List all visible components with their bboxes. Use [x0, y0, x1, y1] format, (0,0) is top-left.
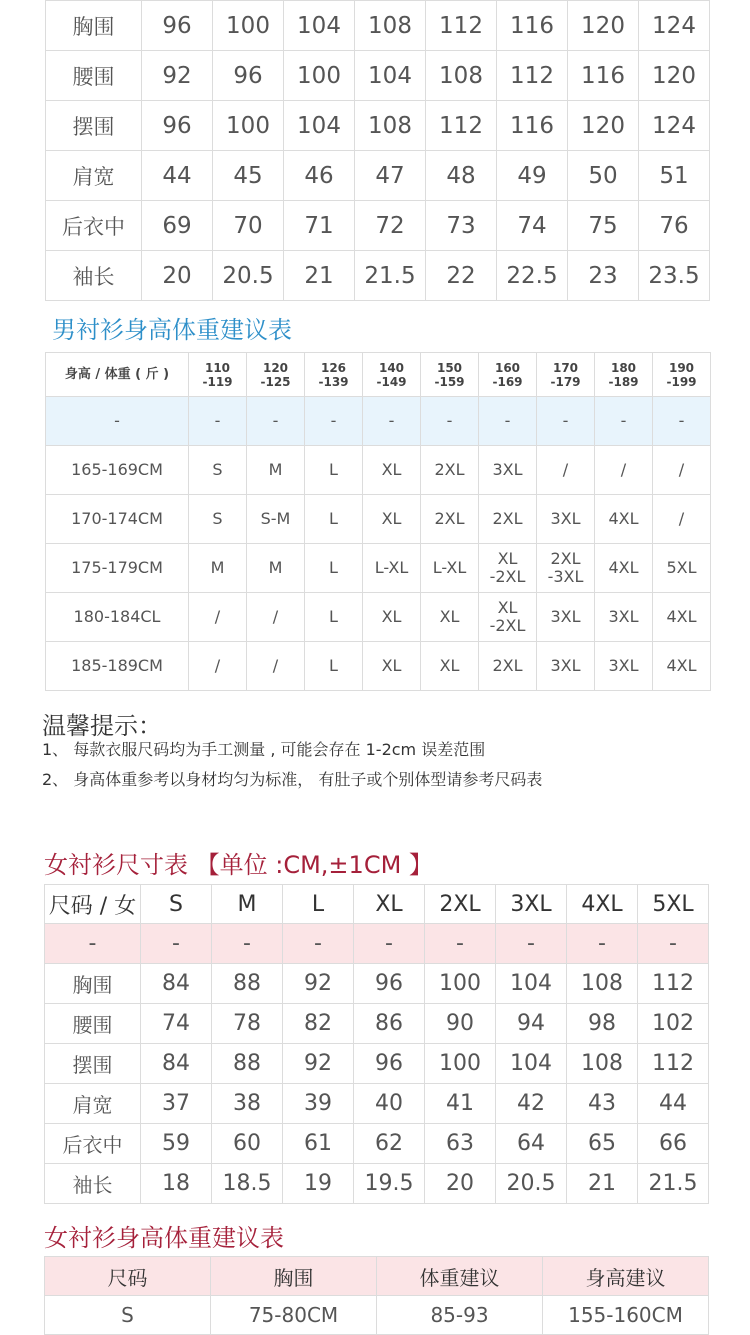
table-cell: S [45, 1296, 211, 1335]
dash-cell: - [537, 397, 595, 446]
table-cell: 23.5 [639, 251, 710, 301]
table-cell: 39 [283, 1084, 354, 1124]
table-cell: 112 [638, 964, 709, 1004]
dash-cell: - [363, 397, 421, 446]
size-cell: 5XL [653, 544, 711, 593]
dash-cell: - [189, 397, 247, 446]
table-cell: 37 [141, 1084, 212, 1124]
corner-header: 尺码 / 女 [45, 885, 141, 924]
table-cell: 73 [426, 201, 497, 251]
size-cell: 4XL [595, 495, 653, 544]
size-cell: 3XL [537, 495, 595, 544]
tip-item: 1、 每款衣服尺码均为手工测量 , 可能会存在 1-2cm 误差范围 [42, 740, 486, 759]
table-cell: 104 [496, 964, 567, 1004]
dash-cell: - [212, 924, 283, 964]
size-cell: / [595, 446, 653, 495]
dash-cell: - [141, 924, 212, 964]
column-header: 体重建议 [377, 1257, 543, 1296]
dash-cell: - [479, 397, 537, 446]
row-label: 肩宽 [45, 1084, 141, 1124]
height-label: 185-189CM [46, 642, 189, 691]
height-label: 175-179CM [46, 544, 189, 593]
table-row [46, 495, 711, 544]
dash-cell: - [567, 924, 638, 964]
table-cell: 124 [639, 1, 710, 51]
table-cell: 18 [141, 1164, 212, 1204]
table-cell: 112 [497, 51, 568, 101]
row-label: 袖长 [45, 1164, 141, 1204]
table-cell: 100 [284, 51, 355, 101]
table-cell: 61 [283, 1124, 354, 1164]
weight-header: 140 -149 [363, 353, 421, 397]
table-row [45, 1164, 709, 1204]
size-cell: XL [363, 446, 421, 495]
table-row [45, 1044, 709, 1084]
table-cell: 51 [639, 151, 710, 201]
size-cell: L-XL [363, 544, 421, 593]
size-header: 2XL [425, 885, 496, 924]
table-cell: 44 [638, 1084, 709, 1124]
table-cell: 100 [425, 1044, 496, 1084]
table-cell: 120 [568, 101, 639, 151]
table-cell: 74 [141, 1004, 212, 1044]
table-cell: 112 [638, 1044, 709, 1084]
size-header: M [212, 885, 283, 924]
dash-cell: - [421, 397, 479, 446]
table-cell: 90 [425, 1004, 496, 1044]
table-cell: 116 [497, 101, 568, 151]
column-header: 身高建议 [543, 1257, 709, 1296]
size-cell: 2XL [421, 446, 479, 495]
height-label: 170-174CM [46, 495, 189, 544]
dash-cell: - [595, 397, 653, 446]
table-cell: 19 [283, 1164, 354, 1204]
row-label: 后衣中 [45, 1124, 141, 1164]
dash-cell: - [46, 397, 189, 446]
weight-header: 120 -125 [247, 353, 305, 397]
size-cell: 4XL [653, 642, 711, 691]
row-label: 腰围 [46, 51, 142, 101]
table-cell: 22 [426, 251, 497, 301]
size-cell: L [305, 544, 363, 593]
men-hw-table [45, 352, 711, 691]
table-cell: 100 [213, 1, 284, 51]
table-cell: 92 [142, 51, 213, 101]
women-hw-title: 女衬衫身高体重建议表 [44, 1224, 284, 1252]
size-cell: / [189, 593, 247, 642]
women-hw-table [44, 1256, 709, 1335]
table-cell: 75 [568, 201, 639, 251]
table-cell: 22.5 [497, 251, 568, 301]
dash-cell: - [354, 924, 425, 964]
table-cell: 102 [638, 1004, 709, 1044]
table-cell: 49 [497, 151, 568, 201]
size-cell: 4XL [595, 544, 653, 593]
table-cell: 72 [355, 201, 426, 251]
table-cell: 42 [496, 1084, 567, 1124]
size-cell: L [305, 446, 363, 495]
dash-cell: - [247, 397, 305, 446]
table-cell: 100 [213, 101, 284, 151]
table-cell: 104 [496, 1044, 567, 1084]
row-label: 摆围 [45, 1044, 141, 1084]
table-cell: 21.5 [638, 1164, 709, 1204]
weight-header: 180 -189 [595, 353, 653, 397]
table-row [46, 51, 710, 101]
weight-header: 170 -179 [537, 353, 595, 397]
tip-item: 2、 身高体重参考以身材均匀为标准， 有肚子或个别体型请参考尺码表 [42, 770, 543, 789]
men-size-table [45, 0, 710, 301]
dash-cell: - [425, 924, 496, 964]
size-cell: 3XL [479, 446, 537, 495]
size-cell: / [653, 446, 711, 495]
women-size-table [44, 884, 709, 1204]
table-cell: 20.5 [213, 251, 284, 301]
table-cell: 21 [284, 251, 355, 301]
dash-cell: - [305, 397, 363, 446]
table-cell: 46 [284, 151, 355, 201]
table-cell: 20.5 [496, 1164, 567, 1204]
table-cell: 41 [425, 1084, 496, 1124]
table-cell: 71 [284, 201, 355, 251]
table-row [46, 593, 711, 642]
table-cell: 19.5 [354, 1164, 425, 1204]
table-cell: 20 [425, 1164, 496, 1204]
table-cell: 108 [567, 964, 638, 1004]
table-cell: 44 [142, 151, 213, 201]
table-cell: 96 [354, 964, 425, 1004]
column-header: 胸围 [211, 1257, 377, 1296]
table-row [45, 1296, 709, 1335]
table-cell: 59 [141, 1124, 212, 1164]
table-cell: 112 [426, 1, 497, 51]
table-cell: 96 [142, 101, 213, 151]
corner-header: 身高 / 体重 ( 斤 ) [46, 353, 189, 397]
men-hw-title: 男衬衫身高体重建议表 [52, 316, 292, 344]
table-cell: 94 [496, 1004, 567, 1044]
dash-cell: - [496, 924, 567, 964]
size-cell: L-XL [421, 544, 479, 593]
table-row [46, 446, 711, 495]
table-cell: 40 [354, 1084, 425, 1124]
size-cell: XL [421, 593, 479, 642]
size-cell: 2XL [479, 642, 537, 691]
row-label: 袖长 [46, 251, 142, 301]
size-cell: 3XL [595, 642, 653, 691]
height-label: 165-169CM [46, 446, 189, 495]
table-cell: 43 [567, 1084, 638, 1124]
table-row [45, 1004, 709, 1044]
size-cell: S [189, 446, 247, 495]
size-cell: 2XL [479, 495, 537, 544]
table-row [46, 101, 710, 151]
dash-cell: - [45, 924, 141, 964]
table-cell: 60 [212, 1124, 283, 1164]
table-cell: 69 [142, 201, 213, 251]
size-cell: S-M [247, 495, 305, 544]
size-cell: 3XL [537, 642, 595, 691]
table-cell: 62 [354, 1124, 425, 1164]
women-size-title: 女衬衫尺寸表 【单位 :CM,±1CM 】 [44, 851, 433, 879]
table-cell: 23 [568, 251, 639, 301]
table-cell: 96 [142, 1, 213, 51]
table-cell: 104 [355, 51, 426, 101]
height-label: 180-184CL [46, 593, 189, 642]
weight-header: 110 -119 [189, 353, 247, 397]
table-row [46, 251, 710, 301]
size-cell: / [247, 642, 305, 691]
table-cell: 116 [497, 1, 568, 51]
row-label: 胸围 [46, 1, 142, 51]
weight-header: 160 -169 [479, 353, 537, 397]
table-cell: 86 [354, 1004, 425, 1044]
table-cell: 21 [567, 1164, 638, 1204]
table-cell: 96 [354, 1044, 425, 1084]
table-cell: 18.5 [212, 1164, 283, 1204]
table-cell: 78 [212, 1004, 283, 1044]
size-cell: 2XL [421, 495, 479, 544]
table-row [45, 1084, 709, 1124]
size-cell: XL [363, 593, 421, 642]
weight-header: 190 -199 [653, 353, 711, 397]
table-cell: 116 [568, 51, 639, 101]
table-cell: 108 [355, 101, 426, 151]
table-cell: 84 [141, 964, 212, 1004]
size-cell: 3XL [537, 593, 595, 642]
table-cell: 92 [283, 964, 354, 1004]
table-cell: 45 [213, 151, 284, 201]
table-cell: 20 [142, 251, 213, 301]
row-label: 腰围 [45, 1004, 141, 1044]
table-cell: 155-160CM [543, 1296, 709, 1335]
size-header: 4XL [567, 885, 638, 924]
column-header: 尺码 [45, 1257, 211, 1296]
size-cell: XL -2XL [479, 593, 537, 642]
table-cell: 47 [355, 151, 426, 201]
table-cell: 108 [567, 1044, 638, 1084]
size-cell: L [305, 642, 363, 691]
table-cell: 120 [568, 1, 639, 51]
table-cell: 50 [568, 151, 639, 201]
size-header: 5XL [638, 885, 709, 924]
table-cell: 124 [639, 101, 710, 151]
size-cell: M [247, 446, 305, 495]
dash-cell: - [653, 397, 711, 446]
weight-header: 150 -159 [421, 353, 479, 397]
table-cell: 74 [497, 201, 568, 251]
dash-cell: - [283, 924, 354, 964]
table-row [45, 1124, 709, 1164]
size-cell: 4XL [653, 593, 711, 642]
table-cell: 98 [567, 1004, 638, 1044]
row-label: 摆围 [46, 101, 142, 151]
size-cell: L [305, 495, 363, 544]
size-cell: XL [421, 642, 479, 691]
size-cell: M [247, 544, 305, 593]
table-cell: 21.5 [355, 251, 426, 301]
table-cell: 120 [639, 51, 710, 101]
table-cell: 66 [638, 1124, 709, 1164]
table-cell: 108 [426, 51, 497, 101]
tips-title: 温馨提示： [42, 712, 162, 740]
size-cell: 3XL [595, 593, 653, 642]
table-cell: 38 [212, 1084, 283, 1124]
row-label: 后衣中 [46, 201, 142, 251]
size-cell: / [537, 446, 595, 495]
table-cell: 96 [213, 51, 284, 101]
dash-cell: - [638, 924, 709, 964]
table-cell: 88 [212, 964, 283, 1004]
size-cell: / [247, 593, 305, 642]
table-cell: 64 [496, 1124, 567, 1164]
table-cell: 70 [213, 201, 284, 251]
size-header: XL [354, 885, 425, 924]
table-cell: 65 [567, 1124, 638, 1164]
weight-header: 126 -139 [305, 353, 363, 397]
size-cell: XL [363, 642, 421, 691]
table-cell: 88 [212, 1044, 283, 1084]
table-cell: 100 [425, 964, 496, 1004]
table-row [46, 642, 711, 691]
table-cell: 84 [141, 1044, 212, 1084]
size-cell: / [653, 495, 711, 544]
row-label: 胸围 [45, 964, 141, 1004]
table-row [46, 201, 710, 251]
table-cell: 104 [284, 1, 355, 51]
size-header: 3XL [496, 885, 567, 924]
dash-row [45, 924, 709, 964]
table-cell: 63 [425, 1124, 496, 1164]
table-row [46, 544, 711, 593]
table-row [45, 964, 709, 1004]
size-header: L [283, 885, 354, 924]
size-header: S [141, 885, 212, 924]
table-cell: 85-93 [377, 1296, 543, 1335]
size-cell: L [305, 593, 363, 642]
size-cell: S [189, 495, 247, 544]
table-cell: 104 [284, 101, 355, 151]
size-cell: / [189, 642, 247, 691]
table-cell: 76 [639, 201, 710, 251]
row-label: 肩宽 [46, 151, 142, 201]
table-cell: 108 [355, 1, 426, 51]
table-row [46, 1, 710, 51]
table-cell: 75-80CM [211, 1296, 377, 1335]
size-cell: 2XL -3XL [537, 544, 595, 593]
dash-row [46, 397, 711, 446]
table-cell: 82 [283, 1004, 354, 1044]
table-cell: 92 [283, 1044, 354, 1084]
size-cell: XL [363, 495, 421, 544]
size-cell: M [189, 544, 247, 593]
size-cell: XL -2XL [479, 544, 537, 593]
table-cell: 112 [426, 101, 497, 151]
table-cell: 48 [426, 151, 497, 201]
table-row [46, 151, 710, 201]
